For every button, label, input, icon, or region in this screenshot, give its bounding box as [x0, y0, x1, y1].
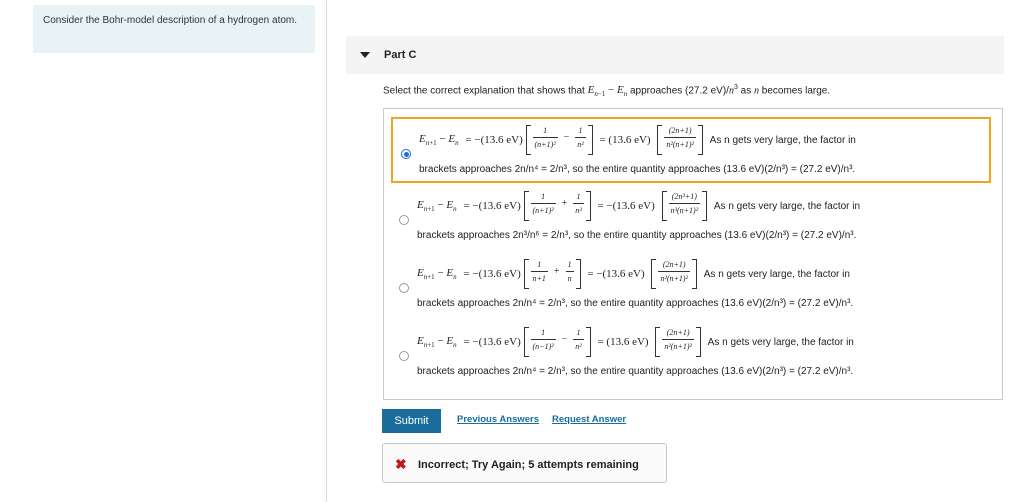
fraction: $\frac{\text{(2n³+1)}}{\text{n³(n+1)²}}$ — [670, 192, 699, 215]
part-label: Part C — [384, 49, 417, 61]
choice-tail: As n gets very large, the factor in — [707, 336, 854, 348]
question-suffix: as — [740, 85, 752, 97]
choice-bracket — [651, 259, 697, 289]
choice-equation — [417, 327, 854, 361]
fraction: $\frac{(2n+1)}{\text{n²(n+1)²}}$ — [664, 328, 692, 351]
answer-choice[interactable] — [391, 117, 991, 183]
choice-lhs: $E_{n+1} - E_n$ — [417, 334, 457, 350]
radio-button[interactable] — [399, 215, 409, 225]
choice-bracket: $\frac{1}{\text{(n+1)²}}$ − $\frac{1}{\text{n²}}$ — [526, 125, 593, 155]
choice-rhs: = (13.6 eV) — [599, 134, 651, 146]
radio-button[interactable] — [399, 351, 409, 361]
choice-equation — [417, 191, 860, 225]
answer-choice[interactable] — [391, 321, 991, 387]
choice-rhs: = (13.6 eV) — [597, 336, 649, 348]
question-end: becomes large. — [761, 85, 831, 97]
question-text — [383, 84, 830, 99]
choice-lhs: $E_{n+1} - E_n$ — [417, 198, 457, 214]
question-mid: approaches (27.2 eV)/ — [630, 85, 729, 97]
fraction: $\frac{1}{\text{n²}}$ — [575, 328, 582, 351]
previous-answers-link[interactable]: Previous Answers — [457, 414, 540, 425]
choice-explanation: brackets approaches 2n³/n⁶ = 2/n³, so the entire quantity approaches (13.6 eV)(2/n³) = (27.2 eV)/n³. — [417, 230, 857, 241]
choice-equation — [417, 259, 850, 293]
feedback-message: Incorrect; Try Again; 5 attempts remaining — [418, 459, 639, 471]
answer-choice[interactable] — [391, 185, 991, 251]
choice-coef: = −(13.6 eV) — [463, 336, 521, 348]
choice-rhs: = −(13.6 eV) — [597, 200, 655, 212]
fraction: $\frac{1}{n}$ — [567, 260, 572, 283]
problem-context: Consider the Bohr-model description of a hydrogen atom. — [33, 5, 315, 53]
fraction: $\frac{1}{\text{(n−1)²}}$ — [532, 328, 554, 351]
choice-bracket — [657, 125, 703, 155]
choice-explanation: brackets approaches 2n/n⁴ = 2/n³, so the entire quantity approaches (13.6 eV)(2/n³) = (27.2 eV)/n³. — [417, 366, 854, 377]
answer-choices — [383, 108, 1003, 400]
fraction: $\frac{1}{\text{n³}}$ — [575, 192, 582, 215]
choice-explanation: brackets approaches 2n/n⁴ = 2/n³, so the entire quantity approaches (13.6 eV)(2/n³) = (27.2 eV)/n³. — [419, 164, 856, 175]
submit-button[interactable]: Submit — [382, 409, 441, 433]
choice-tail: As n gets very large, the factor in — [713, 200, 861, 212]
fraction: $\frac{1}{\text{n²}}$ — [577, 126, 584, 149]
fraction: $\frac{(2n+1)}{\text{n²(n+1)²}}$ — [660, 260, 688, 283]
choice-bracket: $\frac{1}{\text{(n−1)²}}$ − $\frac{1}{\text{n²}}$ — [524, 327, 591, 357]
fraction: $\frac{(2n+1)}{\text{n²(n+1)²}}$ — [666, 126, 694, 149]
choice-lhs: $E_{n+1} - E_n$ — [417, 266, 457, 282]
question-prefix: Select the correct explanation that shows that — [383, 85, 585, 97]
fraction: $\frac{1}{\text{(n+1)²}}$ — [532, 192, 554, 215]
left-panel — [0, 0, 327, 502]
fraction: $\frac{1}{\text{(n+1)²}}$ — [534, 126, 556, 149]
choice-bracket: $\frac{1}{\text{(n+1)²}}$ + $\frac{1}{\text{n³}}$ — [524, 191, 591, 221]
choice-bracket — [662, 191, 708, 221]
choice-coef: = −(13.6 eV) — [463, 200, 521, 212]
choice-equation — [419, 125, 856, 159]
fraction: $\frac{1}{n+1}$ — [532, 260, 546, 283]
choice-coef: = −(13.6 eV) — [465, 134, 523, 146]
radio-button[interactable] — [399, 283, 409, 293]
part-header[interactable] — [346, 36, 1004, 74]
choice-tail: As n gets very large, the factor in — [709, 134, 856, 146]
feedback-box — [382, 443, 667, 483]
close-icon: ✖ — [395, 456, 407, 472]
request-answer-link[interactable]: Request Answer — [552, 414, 627, 425]
choice-bracket: $\frac{1}{n+1}$ + $\frac{1}{n}$ — [524, 259, 581, 289]
question-n2: n — [753, 85, 759, 97]
question-n: n — [728, 85, 734, 97]
choice-explanation: brackets approaches 2n/n⁴ = 2/n³, so the entire quantity approaches (13.6 eV)(2/n³) = (27.2 eV)/n³. — [417, 298, 854, 309]
collapse-triangle-icon[interactable] — [360, 52, 370, 58]
choice-rhs: = −(13.6 eV) — [587, 268, 645, 280]
answer-choice[interactable] — [391, 253, 991, 319]
radio-button[interactable] — [401, 149, 411, 159]
choice-tail: As n gets very large, the factor in — [703, 268, 850, 280]
question-expr: $E_{n-1} - E_n$ — [587, 84, 628, 99]
choice-lhs: $E_{n+1} - E_n$ — [419, 132, 459, 148]
choice-bracket — [655, 327, 701, 357]
choice-coef: = −(13.6 eV) — [463, 268, 521, 280]
question-exp: 3 — [733, 84, 738, 91]
